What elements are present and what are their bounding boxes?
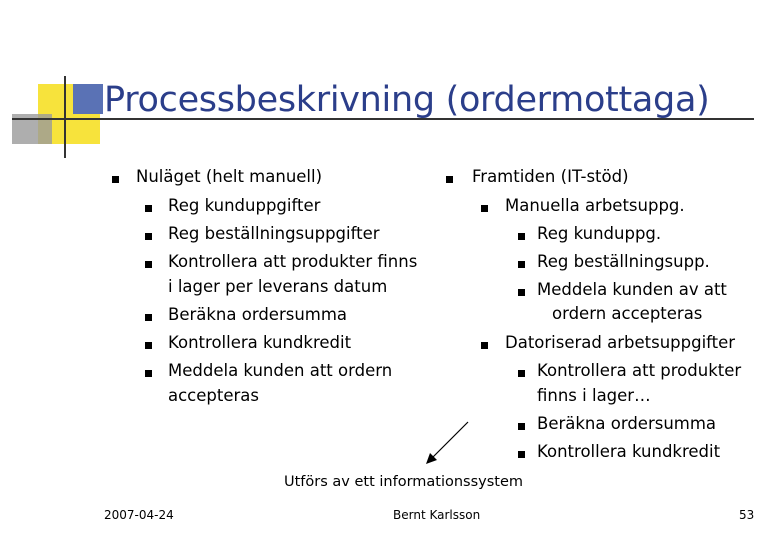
left-item-bullet — [145, 233, 152, 240]
right-item-bullet — [518, 233, 525, 240]
right-item-bullet — [518, 370, 525, 377]
right-group-1-label: Manuella arbetsuppg. — [505, 196, 685, 215]
right-heading-bullet — [446, 176, 453, 183]
left-item-6-line-1: Meddela kunden att ordern — [168, 361, 393, 380]
footer-author: Bernt Karlsson — [393, 508, 481, 522]
right-group-2-label: Datoriserad arbetsuppgifter — [505, 333, 736, 352]
right-group-1-item-2: Reg beställningsupp. — [537, 252, 710, 271]
left-item-bullet — [145, 314, 152, 321]
right-group-2-item-2: Beräkna ordersumma — [537, 414, 717, 433]
right-group-1-item-3-line-1: Meddela kunden av att — [537, 280, 727, 299]
right-item-bullet — [518, 423, 525, 430]
right-group-2-item-1-line-1: Kontrollera att produkter — [537, 361, 742, 380]
right-group-1-item-3-line-2: ordern accepteras — [552, 304, 703, 323]
left-item-bullet — [145, 205, 152, 212]
annotation-text: Utförs av ett informationssystem — [284, 474, 524, 490]
left-item-5: Kontrollera kundkredit — [168, 333, 352, 352]
right-heading: Framtiden (IT-stöd) — [472, 167, 629, 186]
right-group-bullet — [481, 342, 488, 349]
left-item-bullet — [145, 342, 152, 349]
left-item-1: Reg kunduppgifter — [168, 196, 321, 215]
right-group-1-item-1: Reg kunduppg. — [537, 224, 662, 243]
left-heading: Nuläget (helt manuell) — [136, 167, 323, 186]
left-item-3-line-2: i lager per leverans datum — [168, 277, 388, 296]
right-group-bullet — [481, 205, 488, 212]
right-item-bullet — [518, 261, 525, 268]
left-heading-bullet — [112, 176, 119, 183]
right-group-2-item-1-line-2: finns i lager… — [537, 386, 651, 405]
left-item-bullet — [145, 370, 152, 377]
right-item-bullet — [518, 451, 525, 458]
left-item-6-line-2: accepteras — [168, 386, 259, 405]
footer-date: 2007-04-24 — [104, 508, 174, 522]
left-item-4: Beräkna ordersumma — [168, 305, 348, 324]
slide-title: Processbeskrivning (ordermottaga) — [104, 80, 710, 120]
left-item-3-line-1: Kontrollera att produkter finns — [168, 252, 418, 271]
left-item-2: Reg beställningsuppgifter — [168, 224, 380, 243]
left-item-bullet — [145, 261, 152, 268]
footer-page-number: 53 — [739, 508, 755, 522]
decor-blue-square — [73, 84, 103, 114]
right-group-2-item-3: Kontrollera kundkredit — [537, 442, 721, 461]
decor-vertical-line — [64, 76, 66, 158]
right-item-bullet — [518, 289, 525, 296]
